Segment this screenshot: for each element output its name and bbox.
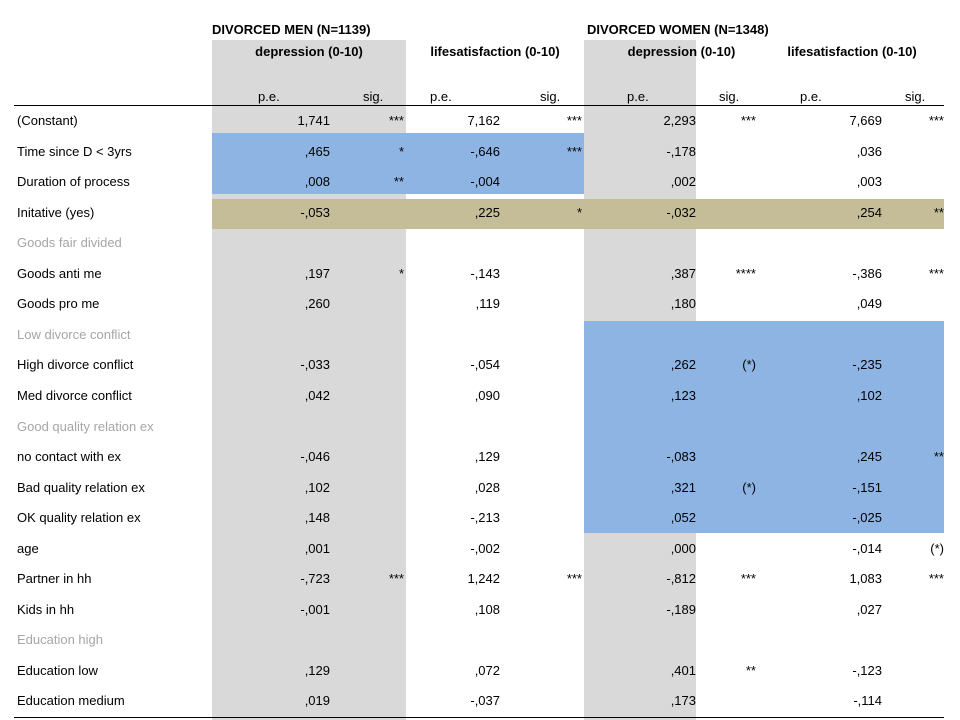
cell-men-ls-sig xyxy=(502,473,582,503)
cell-men-ls-pe: 7,162 xyxy=(467,113,500,128)
subheader-women-dep-sig: sig. xyxy=(719,89,740,104)
cell-men-dep-sig xyxy=(324,595,404,625)
row-label: (Constant) xyxy=(17,113,78,128)
cell-men-dep-pe xyxy=(250,320,330,350)
cell-men-ls-sig xyxy=(502,350,582,380)
cell-women-dep-pe: -,032 xyxy=(666,205,696,220)
row-label: High divorce conflict xyxy=(17,357,134,372)
cell-women-dep-pe: ,000 xyxy=(670,541,696,556)
cell-women-dep-sig xyxy=(676,198,756,228)
row-label: Low divorce conflict xyxy=(17,327,131,342)
outcome-header-men-lifesatisfaction: lifesatisfaction (0-10) xyxy=(430,44,560,59)
cell-women-dep-sig: ** xyxy=(745,663,756,678)
cell-women-ls-sig: *** xyxy=(928,113,944,128)
cell-men-dep-pe: ,197 xyxy=(304,266,330,281)
cell-women-dep-sig xyxy=(676,320,756,350)
cell-women-dep-sig: **** xyxy=(735,266,756,281)
cell-women-ls-sig xyxy=(864,320,944,350)
cell-men-ls-pe: -,213 xyxy=(470,510,500,525)
cell-men-ls-sig xyxy=(502,534,582,564)
cell-men-ls-sig xyxy=(502,656,582,686)
cell-men-ls-sig xyxy=(502,686,582,716)
cell-men-ls-sig xyxy=(502,228,582,258)
subheader-men-dep-pe: p.e. xyxy=(258,89,280,104)
cell-men-dep-sig: ** xyxy=(393,174,404,189)
cell-men-dep-pe: -,053 xyxy=(300,205,330,220)
cell-men-dep-sig xyxy=(324,198,404,228)
cell-men-dep-sig: *** xyxy=(388,571,404,586)
cell-men-dep-pe: -,046 xyxy=(300,449,330,464)
row-label: Duration of process xyxy=(17,174,130,189)
cell-men-ls-pe: ,129 xyxy=(474,449,500,464)
subheader-men-ls-sig: sig. xyxy=(540,89,561,104)
subheader-men-dep-sig: sig. xyxy=(363,89,384,104)
cell-women-ls-pe: -,025 xyxy=(852,510,882,525)
cell-men-dep-sig xyxy=(324,320,404,350)
cell-women-ls-sig xyxy=(864,473,944,503)
bottom-rule xyxy=(14,717,944,718)
cell-men-ls-pe xyxy=(420,625,500,655)
cell-women-dep-sig xyxy=(676,534,756,564)
cell-men-dep-sig: * xyxy=(398,144,404,159)
cell-men-dep-sig xyxy=(324,686,404,716)
cell-men-ls-pe: ,225 xyxy=(474,205,500,220)
cell-men-ls-sig: *** xyxy=(566,144,582,159)
cell-women-dep-sig: *** xyxy=(740,571,756,586)
cell-men-dep-pe: 1,741 xyxy=(297,113,330,128)
cell-men-dep-pe: ,465 xyxy=(304,144,330,159)
cell-women-ls-pe: ,049 xyxy=(856,296,882,311)
cell-men-dep-pe: ,148 xyxy=(304,510,330,525)
cell-women-dep-sig xyxy=(676,442,756,472)
cell-men-ls-pe: ,108 xyxy=(474,602,500,617)
row-label: no contact with ex xyxy=(17,449,122,464)
cell-men-ls-pe: ,072 xyxy=(474,663,500,678)
row-label: Kids in hh xyxy=(17,602,75,617)
cell-men-dep-sig xyxy=(324,289,404,319)
row-label: Med divorce conflict xyxy=(17,388,132,403)
cell-men-ls-sig xyxy=(502,595,582,625)
cell-women-dep-sig xyxy=(676,595,756,625)
cell-men-dep-sig xyxy=(324,350,404,380)
cell-women-dep-sig xyxy=(676,503,756,533)
cell-men-ls-sig xyxy=(502,625,582,655)
row-label: Goods anti me xyxy=(17,266,102,281)
cell-women-ls-sig xyxy=(864,595,944,625)
cell-men-dep-sig xyxy=(324,442,404,472)
cell-women-ls-pe: -,386 xyxy=(852,266,882,281)
cell-men-ls-pe: -,037 xyxy=(470,693,500,708)
row-label: Partner in hh xyxy=(17,571,92,586)
cell-women-dep-pe: ,173 xyxy=(670,693,696,708)
cell-men-ls-pe: ,090 xyxy=(474,388,500,403)
cell-men-ls-pe: ,028 xyxy=(474,480,500,495)
cell-women-ls-pe: ,245 xyxy=(856,449,882,464)
cell-men-dep-sig: * xyxy=(398,266,404,281)
cell-women-ls-pe: 1,083 xyxy=(849,571,882,586)
cell-women-ls-sig xyxy=(864,412,944,442)
cell-men-dep-pe: ,042 xyxy=(304,388,330,403)
cell-men-ls-sig xyxy=(502,167,582,197)
cell-women-ls-sig xyxy=(864,289,944,319)
cell-women-ls-sig: ** xyxy=(933,205,944,220)
cell-men-ls-sig: *** xyxy=(566,113,582,128)
cell-women-ls-pe: 7,669 xyxy=(849,113,882,128)
cell-men-ls-sig xyxy=(502,289,582,319)
cell-women-ls-pe: ,102 xyxy=(856,388,882,403)
cell-men-ls-pe xyxy=(420,412,500,442)
group-header-women: DIVORCED WOMEN (N=1348) xyxy=(587,22,769,37)
cell-men-dep-sig xyxy=(324,625,404,655)
cell-men-ls-sig xyxy=(502,320,582,350)
cell-women-dep-sig: (*) xyxy=(742,480,756,495)
cell-women-dep-sig xyxy=(676,289,756,319)
cell-men-dep-pe: -,001 xyxy=(300,602,330,617)
cell-women-dep-sig xyxy=(676,686,756,716)
cell-women-ls-sig: ** xyxy=(933,449,944,464)
cell-men-dep-pe xyxy=(250,412,330,442)
cell-women-dep-sig: *** xyxy=(740,113,756,128)
cell-men-dep-sig xyxy=(324,656,404,686)
cell-women-ls-pe: ,003 xyxy=(856,174,882,189)
cell-men-ls-pe: 1,242 xyxy=(467,571,500,586)
cell-women-dep-pe: -,178 xyxy=(666,144,696,159)
cell-women-dep-pe: -,812 xyxy=(666,571,696,586)
cell-women-ls-sig: (*) xyxy=(930,541,944,556)
cell-women-ls-sig xyxy=(864,381,944,411)
cell-women-dep-sig xyxy=(676,167,756,197)
row-label: Goods fair divided xyxy=(17,235,122,250)
cell-women-dep-pe: ,401 xyxy=(670,663,696,678)
outcome-header-women-lifesatisfaction: lifesatisfaction (0-10) xyxy=(787,44,917,59)
cell-women-dep-sig xyxy=(676,228,756,258)
cell-men-dep-sig xyxy=(324,473,404,503)
cell-men-dep-pe: ,102 xyxy=(304,480,330,495)
cell-women-ls-pe: ,254 xyxy=(856,205,882,220)
cell-men-dep-sig xyxy=(324,381,404,411)
row-label: OK quality relation ex xyxy=(17,510,141,525)
cell-women-dep-sig: (*) xyxy=(742,357,756,372)
cell-women-ls-pe: -,123 xyxy=(852,663,882,678)
cell-women-ls-sig xyxy=(864,167,944,197)
cell-women-ls-pe: ,027 xyxy=(856,602,882,617)
cell-men-dep-pe: -,723 xyxy=(300,571,330,586)
cell-women-dep-pe: -,083 xyxy=(666,449,696,464)
cell-men-ls-sig xyxy=(502,259,582,289)
subheader-men-ls-pe: p.e. xyxy=(430,89,452,104)
row-label: Education high xyxy=(17,632,104,647)
cell-men-dep-sig xyxy=(324,228,404,258)
cell-men-dep-pe: -,033 xyxy=(300,357,330,372)
cell-men-dep-sig xyxy=(324,412,404,442)
cell-men-ls-pe: -,002 xyxy=(470,541,500,556)
cell-women-ls-pe: -,014 xyxy=(852,541,882,556)
cell-women-dep-pe: ,387 xyxy=(670,266,696,281)
cell-men-ls-pe: -,054 xyxy=(470,357,500,372)
cell-men-ls-sig: *** xyxy=(566,571,582,586)
cell-men-dep-pe xyxy=(250,625,330,655)
cell-men-ls-sig: * xyxy=(576,205,582,220)
cell-men-ls-pe xyxy=(420,228,500,258)
cell-men-ls-sig xyxy=(502,381,582,411)
cell-women-ls-sig: *** xyxy=(928,571,944,586)
cell-women-ls-sig xyxy=(864,228,944,258)
cell-women-dep-pe: -,189 xyxy=(666,602,696,617)
row-label: Time since D < 3yrs xyxy=(17,144,132,159)
group-header-men: DIVORCED MEN (N=1139) xyxy=(212,22,371,37)
row-label: Initative (yes) xyxy=(17,205,95,220)
row-label: Good quality relation ex xyxy=(17,419,154,434)
cell-women-ls-sig xyxy=(864,625,944,655)
cell-women-ls-sig xyxy=(864,350,944,380)
cell-women-dep-pe: ,262 xyxy=(670,357,696,372)
cell-men-ls-sig xyxy=(502,503,582,533)
subheader-women-ls-pe: p.e. xyxy=(800,89,822,104)
cell-men-dep-pe xyxy=(250,228,330,258)
outcome-header-men-depression: depression (0-10) xyxy=(255,44,363,59)
cell-men-dep-pe: ,260 xyxy=(304,296,330,311)
cell-men-ls-pe: -,143 xyxy=(470,266,500,281)
row-label: Education medium xyxy=(17,693,125,708)
cell-women-ls-pe: -,235 xyxy=(852,357,882,372)
cell-women-ls-pe: -,151 xyxy=(852,480,882,495)
cell-women-dep-pe: ,123 xyxy=(670,388,696,403)
cell-women-dep-sig xyxy=(676,137,756,167)
cell-men-dep-sig: *** xyxy=(388,113,404,128)
row-label: Goods pro me xyxy=(17,296,100,311)
cell-men-dep-sig xyxy=(324,503,404,533)
cell-women-ls-sig xyxy=(864,686,944,716)
cell-men-dep-sig xyxy=(324,534,404,564)
subheader-women-dep-pe: p.e. xyxy=(627,89,649,104)
cell-women-dep-pe: ,180 xyxy=(670,296,696,311)
cell-men-ls-sig xyxy=(502,442,582,472)
cell-men-dep-pe: ,019 xyxy=(304,693,330,708)
cell-men-ls-pe: -,004 xyxy=(470,174,500,189)
cell-men-ls-pe: ,119 xyxy=(475,296,500,311)
row-label: Education low xyxy=(17,663,98,678)
cell-men-ls-sig xyxy=(502,412,582,442)
outcome-header-women-depression: depression (0-10) xyxy=(627,44,736,59)
cell-men-dep-pe: ,008 xyxy=(304,174,330,189)
cell-women-dep-sig xyxy=(676,625,756,655)
cell-women-ls-sig xyxy=(864,137,944,167)
cell-men-ls-pe: -,646 xyxy=(470,144,500,159)
cell-women-dep-pe: ,002 xyxy=(670,174,696,189)
cell-women-ls-sig: *** xyxy=(928,266,944,281)
cell-women-dep-pe: 2,293 xyxy=(663,113,696,128)
row-label: Bad quality relation ex xyxy=(17,480,145,495)
cell-men-ls-pe xyxy=(420,320,500,350)
row-label: age xyxy=(17,541,39,556)
subheader-women-ls-sig: sig. xyxy=(905,89,926,104)
cell-women-ls-sig xyxy=(864,503,944,533)
cell-women-ls-pe: -,114 xyxy=(853,693,882,708)
cell-men-dep-pe: ,001 xyxy=(304,541,330,556)
cell-women-ls-pe: ,036 xyxy=(856,144,882,159)
cell-women-dep-sig xyxy=(676,412,756,442)
cell-women-dep-sig xyxy=(676,381,756,411)
cell-men-dep-pe: ,129 xyxy=(304,663,330,678)
cell-women-ls-sig xyxy=(864,656,944,686)
cell-women-dep-pe: ,052 xyxy=(670,510,696,525)
cell-women-dep-pe: ,321 xyxy=(670,480,696,495)
